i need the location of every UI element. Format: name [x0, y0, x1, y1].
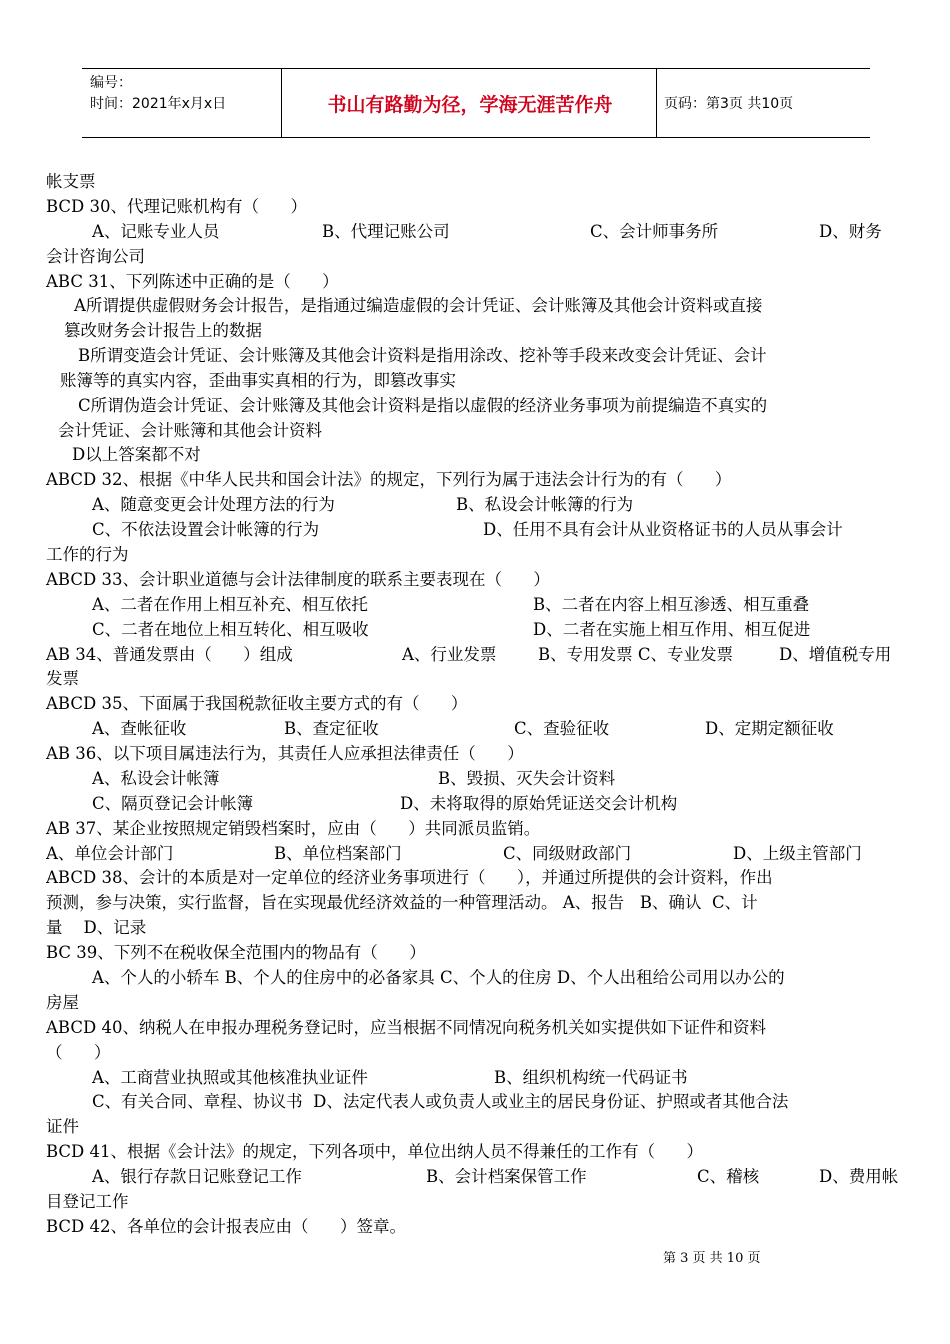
- option-d: D、任用不具有会计从业资格证书的人员从事会计: [483, 520, 843, 539]
- option-c: C、查验征收: [514, 719, 610, 738]
- question-32: ABCD 32、根据《中华人民共和国会计法》的规定，下列行为属于违法会计行为的有（ ）: [46, 470, 732, 489]
- option-a: A、工商营业执照或其他核准执业证件: [92, 1068, 368, 1087]
- option-a: A、行业发票: [402, 645, 497, 664]
- option-b: B、组织机构统一代码证书: [494, 1068, 688, 1087]
- time-label: 时间：2021年x月x日: [90, 96, 227, 112]
- option-c: C、同级财政部门: [503, 844, 632, 863]
- question-35: ABCD 35、下面属于我国税款征收主要方式的有（ ）: [46, 694, 468, 713]
- option-d: D、财务: [819, 222, 882, 241]
- text-line: 目登记工作: [46, 1192, 129, 1211]
- text-line: 量 D、记录: [46, 918, 147, 937]
- option-b: B、代理记账公司: [322, 222, 450, 241]
- option-d: D、未将取得的原始凭证送交会计机构: [400, 794, 678, 813]
- option-b: B、二者在内容上相互渗透、相互重叠: [533, 595, 810, 614]
- option-a: A、私设会计帐簿: [92, 769, 220, 788]
- option-b: B、会计档案保管工作: [426, 1167, 587, 1186]
- question-36: AB 36、以下项目属违法行为，其责任人应承担法律责任（ ）: [46, 744, 524, 763]
- text-line: 会计咨询公司: [46, 247, 145, 266]
- option-a: A、单位会计部门: [46, 844, 174, 863]
- option-a: A、随意变更会计处理方法的行为: [92, 495, 335, 514]
- option-a: A所谓提供虚假财务会计报告，是指通过编造虚假的会计凭证、会计账簿及其他会计资料或直接: [74, 296, 763, 315]
- option-a: A、记账专业人员: [92, 222, 220, 241]
- option-a: A、银行存款日记账登记工作: [92, 1167, 302, 1186]
- page-header: [82, 68, 870, 138]
- option-b: B、专用发票 C、专业发票: [538, 645, 733, 664]
- option-d: D、二者在实施上相互作用、相互促进: [533, 620, 811, 639]
- text-line: 账簿等的真实内容，歪曲事实真相的行为，即篡改事实: [60, 371, 456, 390]
- option-d: D、上级主管部门: [733, 844, 862, 863]
- option-c: C、不依法设置会计帐簿的行为: [92, 520, 320, 539]
- option-b: B、私设会计帐簿的行为: [456, 495, 634, 514]
- header-divider: [281, 69, 282, 137]
- text-line: （ ）: [46, 1043, 111, 1062]
- option-c: C、隔页登记会计帐簿: [92, 794, 254, 813]
- option-d: D、费用帐: [819, 1167, 899, 1186]
- option-d: D、增值税专用: [779, 645, 892, 664]
- question-34: AB 34、普通发票由（ ）组成: [46, 645, 293, 664]
- page-footer: 第 3 页 共 10 页: [663, 1251, 761, 1266]
- page-indicator: 页码：第3页 共10页: [664, 96, 794, 112]
- question-41: BCD 41、根据《会计法》的规定，下列各项中，单位出纳人员不得兼任的工作有（ ）: [46, 1142, 703, 1161]
- option-b: B、毁损、灭失会计资料: [438, 769, 616, 788]
- text-line: 发票: [46, 669, 79, 688]
- text-line: 帐支票: [46, 172, 96, 191]
- question-40: ABCD 40、纳税人在申报办理税务登记时，应当根据不同情况向税务机关如实提供如下证件和资料: [46, 1018, 766, 1037]
- option-c: C、二者在地位上相互转化、相互吸收: [92, 620, 369, 639]
- option-c: C、稽核: [697, 1167, 760, 1186]
- text-line: 会计凭证、会计账簿和其他会计资料: [58, 421, 322, 440]
- options-line: A、个人的小轿车 B、个人的住房中的必备家具 C、个人的住房 D、个人出租给公司用以办公的: [92, 968, 785, 987]
- option-b: B、查定征收: [284, 719, 379, 738]
- question-38: ABCD 38、会计的本质是对一定单位的经济业务事项进行（ ），并通过所提供的会计资料，作出: [46, 868, 773, 887]
- options-line: C、有关合同、章程、协议书 D、法定代表人或负责人或业主的居民身份证、护照或者其他合法: [92, 1092, 789, 1111]
- question-33: ABCD 33、会计职业道德与会计法律制度的联系主要表现在（ ）: [46, 570, 550, 589]
- option-a: A、二者在作用上相互补充、相互依托: [92, 595, 368, 614]
- question-30: BCD 30、代理记账机构有（ ）: [46, 197, 307, 216]
- question-37: AB 37、某企业按照规定销毁档案时，应由（ ）共同派员监销。: [46, 819, 541, 838]
- question-39: BC 39、下列不在税收保全范围内的物品有（ ）: [46, 943, 426, 962]
- header-motto: 书山有路勤为径，学海无涯苦作舟: [327, 93, 613, 116]
- option-c: C、会计师事务所: [590, 222, 719, 241]
- number-label: 编号：: [90, 75, 132, 91]
- option-b: B、单位档案部门: [274, 844, 402, 863]
- option-d: D、定期定额征收: [705, 719, 834, 738]
- option-d: D以上答案都不对: [72, 445, 201, 464]
- option-c: C所谓伪造会计凭证、会计账簿及其他会计资料是指以虚假的经济业务事项为前提编造不真实的: [78, 396, 768, 415]
- header-meta: [90, 73, 226, 115]
- text-line: 证件: [46, 1117, 79, 1136]
- text-line: 预测，参与决策，实行监督，旨在实现最优经济效益的一种管理活动。 A、报告 B、确认 C、计: [46, 893, 758, 912]
- text-line: 房屋: [46, 993, 79, 1012]
- text-line: 工作的行为: [46, 545, 129, 564]
- question-42: BCD 42、各单位的会计报表应由（ ）签章。: [46, 1217, 406, 1236]
- text-line: 篡改财务会计报告上的数据: [64, 321, 262, 340]
- option-a: A、查帐征收: [92, 719, 187, 738]
- header-divider: [656, 69, 657, 137]
- option-b: B所谓变造会计凭证、会计账簿及其他会计资料是指用涂改、挖补等手段来改变会计凭证、会计: [78, 346, 767, 365]
- question-31: ABC 31、下列陈述中正确的是（ ）: [46, 272, 339, 291]
